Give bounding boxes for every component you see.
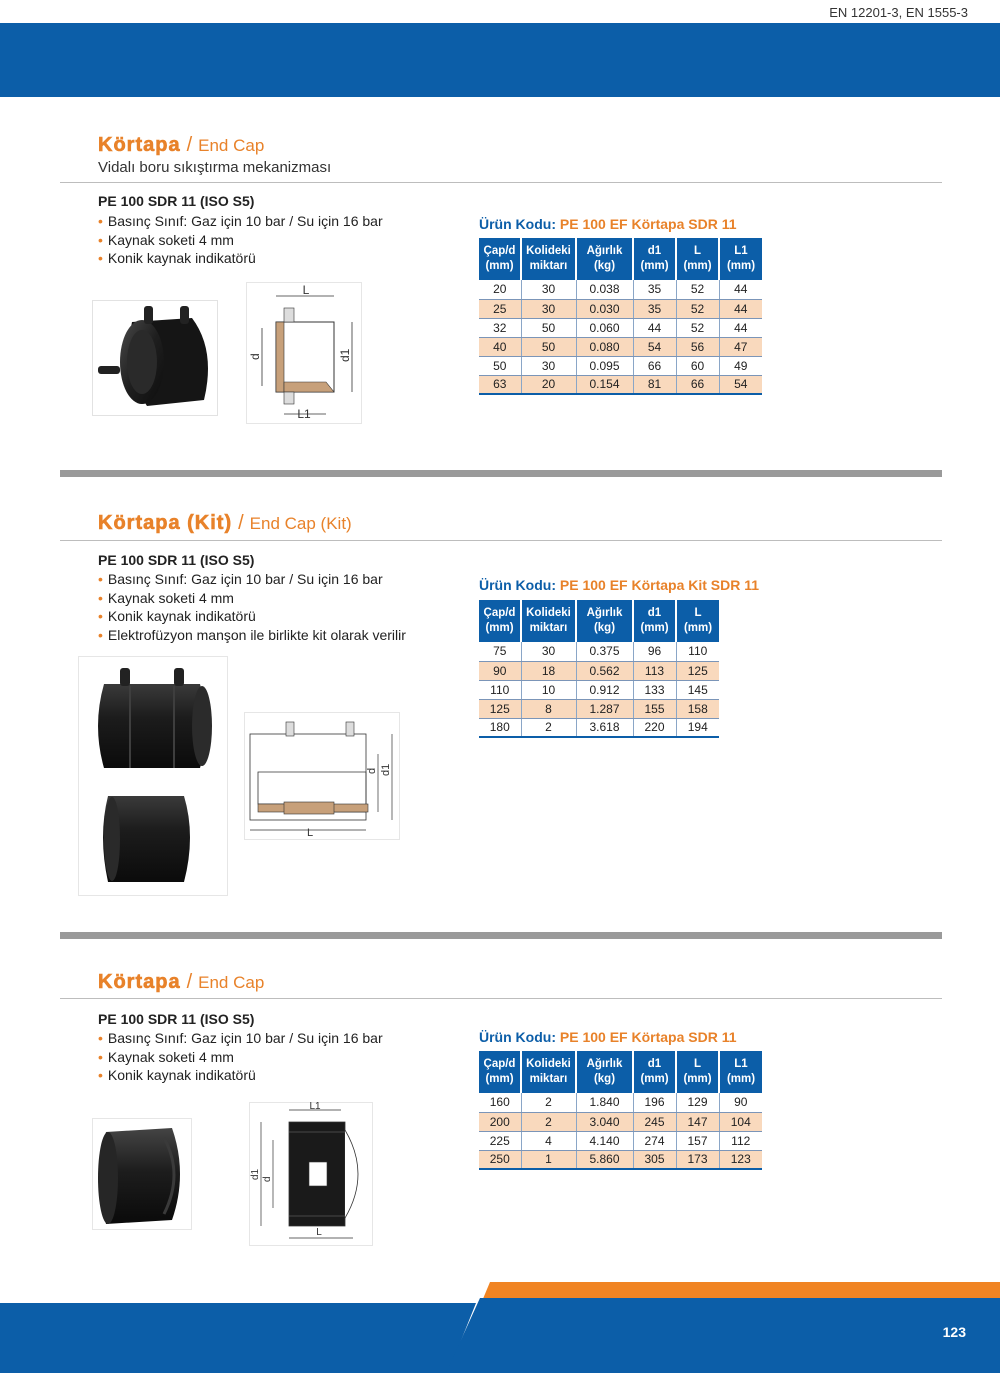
section-3-spec-heading: PE 100 SDR 11 (ISO S5) bbox=[98, 1011, 255, 1027]
section-1-subtitle: Vidalı boru sıkıştırma mekanizması bbox=[98, 159, 332, 176]
table-cell: 54 bbox=[633, 337, 676, 356]
table-cell: 25 bbox=[479, 299, 521, 318]
table-cell: 200 bbox=[479, 1112, 521, 1131]
bullet-item: • Kaynak soketi 4 mm bbox=[98, 589, 406, 608]
section-3-title-en: End Cap bbox=[198, 973, 265, 992]
col-header-l: L (mm) bbox=[676, 600, 719, 642]
divider bbox=[60, 540, 942, 541]
bullet-item: • Konik kaynak indikatörü bbox=[98, 1066, 383, 1085]
product-photo-end-cap-large bbox=[92, 1118, 192, 1230]
table-row bbox=[479, 299, 762, 318]
drawing-label-d1: d1 bbox=[250, 1168, 261, 1180]
table-row bbox=[479, 680, 719, 699]
table-cell: 66 bbox=[633, 356, 676, 375]
table-cell: 50 bbox=[521, 318, 576, 337]
table-row bbox=[479, 356, 762, 375]
footer-band bbox=[0, 1282, 1000, 1373]
drawing-label-d1: d1 bbox=[338, 348, 352, 362]
table-cell: 158 bbox=[676, 699, 719, 718]
col-header-cap: Çap/d (mm) bbox=[479, 600, 521, 642]
table-row bbox=[479, 1093, 762, 1112]
table-cell: 75 bbox=[479, 642, 521, 661]
standard-label: EN 12201-3, EN 1555-3 bbox=[829, 5, 968, 20]
table-header-row bbox=[479, 238, 762, 280]
bullet-item: • Konik kaynak indikatörü bbox=[98, 249, 383, 268]
table-cell: 0.080 bbox=[576, 337, 633, 356]
col-header-l1: L1 (mm) bbox=[719, 238, 762, 280]
table-cell: 160 bbox=[479, 1093, 521, 1112]
table-cell: 0.030 bbox=[576, 299, 633, 318]
col-header-koli: Kolideki miktarı bbox=[521, 238, 576, 280]
table-row bbox=[479, 699, 719, 718]
section-1-spec-heading: PE 100 SDR 11 (ISO S5) bbox=[98, 193, 255, 209]
table-cell: 32 bbox=[479, 318, 521, 337]
table-cell: 4 bbox=[521, 1131, 576, 1150]
table-cell: 52 bbox=[676, 299, 719, 318]
table-cell: 5.860 bbox=[576, 1150, 633, 1169]
product-photo-end-cap bbox=[92, 300, 218, 416]
section-1-product-code: Ürün Kodu: PE 100 EF Körtapa SDR 11 bbox=[479, 216, 737, 232]
drawing-label-l1: L1 bbox=[297, 407, 311, 421]
drawing-label-l: L bbox=[302, 283, 310, 297]
technical-drawing-end-cap-large bbox=[249, 1102, 373, 1246]
section-1-table bbox=[479, 238, 762, 395]
bullet-item: • Basınç Sınıf: Gaz için 10 bar / Su için 16 bar bbox=[98, 1029, 383, 1048]
table-cell: 50 bbox=[479, 356, 521, 375]
table-cell: 35 bbox=[633, 299, 676, 318]
table-cell: 96 bbox=[633, 642, 676, 661]
section-3-table bbox=[479, 1051, 762, 1170]
section-separator bbox=[60, 470, 942, 477]
table-cell: 305 bbox=[633, 1150, 676, 1169]
drawing-label-d: d bbox=[248, 353, 262, 360]
col-header-koli: Kolideki miktarı bbox=[521, 1051, 576, 1093]
bullet-item: • Elektrofüzyon manşon ile birlikte kit olarak verilir bbox=[98, 626, 406, 645]
table-cell: 129 bbox=[676, 1093, 719, 1112]
table-cell: 90 bbox=[479, 661, 521, 680]
table-cell: 30 bbox=[521, 299, 576, 318]
section-1-bullets bbox=[98, 212, 383, 268]
section-1-title-tr: Körtapa bbox=[98, 134, 181, 156]
table-cell: 104 bbox=[719, 1112, 762, 1131]
table-cell: 35 bbox=[633, 280, 676, 299]
table-header-row bbox=[479, 600, 719, 642]
bullet-item: • Kaynak soketi 4 mm bbox=[98, 231, 383, 250]
col-header-d1: d1 (mm) bbox=[633, 1051, 676, 1093]
table-cell: 123 bbox=[719, 1150, 762, 1169]
section-2-product-code: Ürün Kodu: PE 100 EF Körtapa Kit SDR 11 bbox=[479, 577, 760, 593]
col-header-cap: Çap/d (mm) bbox=[479, 238, 521, 280]
drawing-label-d: d bbox=[366, 767, 378, 774]
section-2-title: Körtapa (Kit) / End Cap (Kit) bbox=[98, 512, 352, 534]
table-cell: 180 bbox=[479, 718, 521, 737]
table-cell: 40 bbox=[479, 337, 521, 356]
table-row bbox=[479, 1131, 762, 1150]
col-header-l: L (mm) bbox=[676, 1051, 719, 1093]
table-cell: 125 bbox=[676, 661, 719, 680]
table-cell: 1 bbox=[521, 1150, 576, 1169]
table-cell: 274 bbox=[633, 1131, 676, 1150]
table-cell: 147 bbox=[676, 1112, 719, 1131]
table-cell: 44 bbox=[633, 318, 676, 337]
bullet-item: • Kaynak soketi 4 mm bbox=[98, 1048, 383, 1067]
table-cell: 52 bbox=[676, 280, 719, 299]
table-cell: 113 bbox=[633, 661, 676, 680]
section-3-product-code: Ürün Kodu: PE 100 EF Körtapa SDR 11 bbox=[479, 1029, 737, 1045]
col-header-l1: L1 (mm) bbox=[719, 1051, 762, 1093]
table-cell: 47 bbox=[719, 337, 762, 356]
table-cell: 1.287 bbox=[576, 699, 633, 718]
table-row bbox=[479, 1112, 762, 1131]
section-separator bbox=[60, 932, 942, 939]
table-cell: 90 bbox=[719, 1093, 762, 1112]
table-row bbox=[479, 318, 762, 337]
table-cell: 194 bbox=[676, 718, 719, 737]
table-cell: 112 bbox=[719, 1131, 762, 1150]
table-cell: 54 bbox=[719, 375, 762, 394]
section-3-title: Körtapa / End Cap bbox=[98, 971, 265, 993]
table-cell: 3.618 bbox=[576, 718, 633, 737]
table-cell: 49 bbox=[719, 356, 762, 375]
table-cell: 44 bbox=[719, 299, 762, 318]
table-cell: 245 bbox=[633, 1112, 676, 1131]
table-cell: 30 bbox=[521, 642, 576, 661]
table-cell: 8 bbox=[521, 699, 576, 718]
col-header-d1: d1 (mm) bbox=[633, 238, 676, 280]
bullet-item: • Basınç Sınıf: Gaz için 10 bar / Su için 16 bar bbox=[98, 212, 383, 231]
section-2-bullets bbox=[98, 570, 406, 644]
table-cell: 20 bbox=[479, 280, 521, 299]
bullet-item: • Konik kaynak indikatörü bbox=[98, 607, 406, 626]
table-header-row bbox=[479, 1051, 762, 1093]
table-row bbox=[479, 642, 719, 661]
drawing-label-l: L bbox=[316, 1227, 322, 1238]
table-cell: 18 bbox=[521, 661, 576, 680]
table-cell: 66 bbox=[676, 375, 719, 394]
table-cell: 145 bbox=[676, 680, 719, 699]
table-cell: 0.060 bbox=[576, 318, 633, 337]
table-cell: 2 bbox=[521, 1112, 576, 1131]
col-header-agirlik: Ağırlık (kg) bbox=[576, 238, 633, 280]
table-cell: 0.154 bbox=[576, 375, 633, 394]
table-cell: 1.840 bbox=[576, 1093, 633, 1112]
divider bbox=[60, 998, 942, 999]
col-header-d1: d1 (mm) bbox=[633, 600, 676, 642]
technical-drawing-kit bbox=[244, 712, 400, 840]
drawing-label-d1: d1 bbox=[380, 763, 392, 776]
table-cell: 196 bbox=[633, 1093, 676, 1112]
col-header-cap: Çap/d (mm) bbox=[479, 1051, 521, 1093]
table-row bbox=[479, 337, 762, 356]
technical-drawing-end-cap bbox=[246, 282, 362, 424]
table-cell: 30 bbox=[521, 356, 576, 375]
table-cell: 155 bbox=[633, 699, 676, 718]
table-cell: 44 bbox=[719, 280, 762, 299]
table-cell: 0.562 bbox=[576, 661, 633, 680]
section-2-title-en: End Cap (Kit) bbox=[249, 514, 352, 533]
table-cell: 44 bbox=[719, 318, 762, 337]
section-1-title-en: End Cap bbox=[198, 136, 265, 155]
product-photo-kit bbox=[78, 656, 228, 896]
col-header-agirlik: Ağırlık (kg) bbox=[576, 600, 633, 642]
table-cell: 56 bbox=[676, 337, 719, 356]
bullet-item: • Basınç Sınıf: Gaz için 10 bar / Su için 16 bar bbox=[98, 570, 406, 589]
table-cell: 2 bbox=[521, 718, 576, 737]
col-header-koli: Kolideki miktarı bbox=[521, 600, 576, 642]
table-cell: 125 bbox=[479, 699, 521, 718]
table-cell: 0.095 bbox=[576, 356, 633, 375]
section-2-table bbox=[479, 600, 719, 738]
section-1-title: Körtapa / End Cap bbox=[98, 134, 265, 156]
section-2-spec-heading: PE 100 SDR 11 (ISO S5) bbox=[98, 552, 255, 568]
section-3-bullets bbox=[98, 1029, 383, 1085]
header-band bbox=[0, 23, 1000, 97]
table-cell: 173 bbox=[676, 1150, 719, 1169]
table-cell: 52 bbox=[676, 318, 719, 337]
table-cell: 0.038 bbox=[576, 280, 633, 299]
table-cell: 81 bbox=[633, 375, 676, 394]
drawing-label-d: d bbox=[262, 1176, 273, 1182]
table-cell: 2 bbox=[521, 1093, 576, 1112]
table-cell: 220 bbox=[633, 718, 676, 737]
table-row bbox=[479, 280, 762, 299]
table-cell: 4.140 bbox=[576, 1131, 633, 1150]
table-cell: 133 bbox=[633, 680, 676, 699]
table-row bbox=[479, 1150, 762, 1169]
table-cell: 20 bbox=[521, 375, 576, 394]
table-cell: 0.375 bbox=[576, 642, 633, 661]
section-2-title-tr: Körtapa (Kit) bbox=[98, 512, 233, 534]
table-row bbox=[479, 375, 762, 394]
table-cell: 110 bbox=[479, 680, 521, 699]
col-header-agirlik: Ağırlık (kg) bbox=[576, 1051, 633, 1093]
table-cell: 60 bbox=[676, 356, 719, 375]
table-cell: 157 bbox=[676, 1131, 719, 1150]
table-row bbox=[479, 718, 719, 737]
table-cell: 250 bbox=[479, 1150, 521, 1169]
table-cell: 63 bbox=[479, 375, 521, 394]
drawing-label-l: L bbox=[306, 827, 314, 839]
table-cell: 10 bbox=[521, 680, 576, 699]
page-number: 123 bbox=[942, 1324, 966, 1340]
drawing-label-l1: L1 bbox=[309, 1102, 321, 1112]
table-cell: 0.912 bbox=[576, 680, 633, 699]
col-header-l: L (mm) bbox=[676, 238, 719, 280]
table-cell: 30 bbox=[521, 280, 576, 299]
table-cell: 3.040 bbox=[576, 1112, 633, 1131]
table-cell: 110 bbox=[676, 642, 719, 661]
divider bbox=[60, 182, 942, 183]
table-row bbox=[479, 661, 719, 680]
section-3-title-tr: Körtapa bbox=[98, 971, 181, 993]
table-cell: 50 bbox=[521, 337, 576, 356]
table-cell: 225 bbox=[479, 1131, 521, 1150]
